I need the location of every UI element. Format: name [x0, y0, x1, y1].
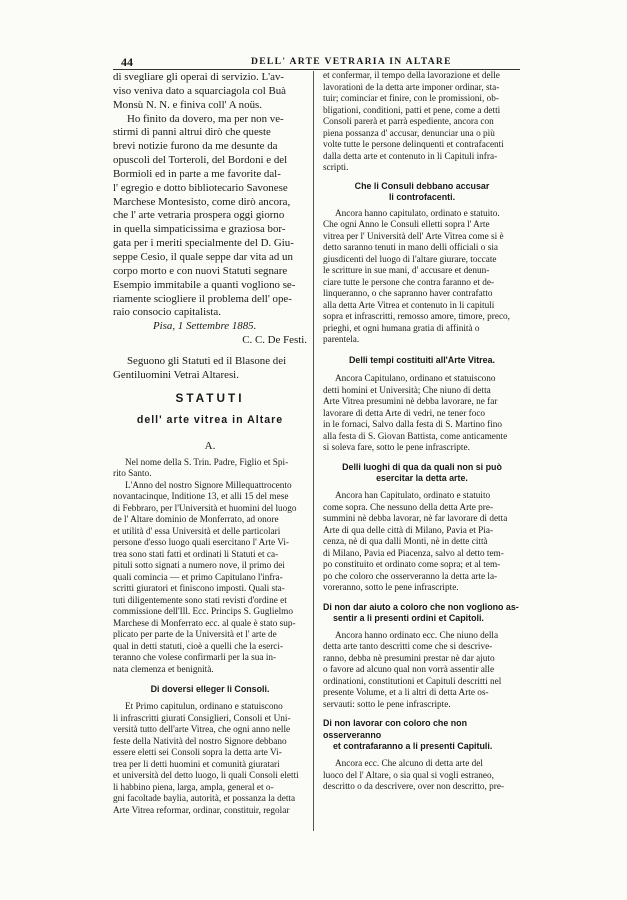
text-line: L'Anno del nostro Signore Millequattrocento [125, 480, 292, 491]
text-line: stirmi di panni altrui dirò che queste [113, 126, 271, 139]
text-line: et università del detto luogo, li quali Consoli eletti [113, 771, 299, 782]
section-heading [323, 181, 521, 203]
right-column [323, 71, 521, 794]
article-paragraph [323, 631, 521, 712]
text-line: riamente sciogliere il problema dell' ope- [113, 292, 292, 305]
text-line: Consoli parerà et parrà espediente, ancora con [323, 117, 494, 127]
text-line: tuir; cominciar et finire, con le promissioni, ob- [323, 94, 499, 104]
text-line: tuti diligentemente sono stati revisti d'ordine et [113, 595, 287, 606]
text-line: Ancora hanno ordinato ecc. Che niuno della [335, 630, 499, 641]
article-paragraph [323, 491, 521, 595]
page-header [121, 55, 452, 69]
text-line: volte tutte le persone delinquenti et contrafacenti [323, 140, 504, 150]
text-line: et utilità d' essa Università et delle particolari [113, 526, 281, 537]
text-line: trea sono stati fatti et ordinati li Statuti et ca- [113, 549, 279, 560]
page-number: 44 [121, 55, 133, 69]
text-line: Marchese di Monferrato ecc. al quale è stato sup- [113, 618, 296, 629]
text-line: lavorare di detta Arte di vedri, ne tener foco [323, 408, 486, 419]
text-line: piena possanza d' accusar, denunciar una o più [323, 128, 495, 139]
text-line: di Febbraro, per l'Università et huomini del luogo [113, 503, 297, 514]
section-heading: Delli tempi costituiti all'Arte Vitrea. [349, 354, 495, 365]
statuti-intro [113, 355, 307, 383]
text-line: novantacinque, Inditione 13, et alli 15 del mese [113, 492, 289, 503]
text-line: li habbino piena, larga, ampla, general et o- [113, 782, 274, 793]
text-line: ranno, debba nè presumini prestar nè dar ajuto [323, 653, 495, 664]
text-line: detti homini et Università; Che niuno di detta [323, 385, 491, 396]
section-heading: Di doversi elleger li Consoli. [150, 684, 270, 695]
text-line: si soleva fare, sotto le pene infrascripte. [323, 443, 470, 454]
place-date: Pisa, 1 Settembre 1885. [153, 320, 257, 333]
heading-line: Che li Consuli debbano accusar [354, 180, 490, 191]
invocation-paragraph [113, 458, 307, 481]
text-line: di Milano, Pavia ed Piacenza, salvo al detto tem- [323, 548, 504, 559]
text-line: seppe Cesio, il quale seppe dar vita ad un [113, 250, 293, 263]
article-paragraph [323, 374, 521, 455]
text-line: o favore ad alcuno qual non vorrà assentir alle [323, 665, 495, 676]
running-title: DELL' ARTE VETRARIA IN ALTARE [251, 56, 452, 67]
heading-line: esercitar la detta arte. [376, 472, 468, 483]
text-line: Bormioli ed in parte a me favorite dal- [113, 167, 281, 180]
text-line: feste della Natività del nostro Signore debbano [113, 736, 287, 747]
intro-paragraph [113, 71, 307, 113]
text-line: nata clemenza et benignità. [113, 664, 214, 675]
text-line: opuscoli del Torteroli, del Bordoni e del [113, 154, 288, 167]
text-line: qual in detti statuti, cioè a quelli che la eserci- [113, 641, 284, 652]
text-line: pituli sotto signati a numero nove, il primo dei [113, 561, 285, 572]
statuti-title: STATUTI [175, 390, 245, 405]
text-line: Arte Vitrea reformar, ordinar, constituir, regolar [113, 805, 290, 816]
text-line: parentela. [323, 335, 360, 346]
text-line: et confermar, il tempo della lavorazione et delle [323, 71, 500, 81]
text-line: Arte Vitrea presumini nè debba lavorare, ne far [323, 397, 498, 408]
section-heading [323, 602, 521, 624]
text-line: giusdicenti del luogo di l'altare giurare, toccate [323, 254, 497, 265]
text-line: trea per li detti huomini et comunità giuratari [113, 759, 280, 770]
text-line: luoco del l' Altare, o sia qual si vogli estraneo, [323, 770, 494, 781]
text-line: commissione dell'Ill. Ecc. Princips S. Guglielmo [113, 607, 293, 618]
text-line: Ho finito da dovero, ma per non ve- [127, 112, 284, 125]
text-line: lavorationi de la detta arte imponer ordinar, sta- [323, 82, 500, 93]
text-line: le scritture in sue mani, d' accusare et denun- [323, 266, 490, 277]
heading-line: sentir a li presenti ordini et Capitoli. [333, 612, 484, 623]
heading-line: li controfacenti. [388, 191, 456, 202]
text-line: Ancora hanno capitulato, ordinato e statuito. [335, 208, 500, 219]
text-line: Seguono gli Statuti ed il Blasone dei [127, 354, 287, 367]
text-line: l' egregio e dotto bibliotecario Savonese [113, 181, 288, 194]
text-line: dalla detta arte et contenuto in li Capituli infra- [323, 151, 498, 162]
text-line: che l' arte vetraria prospera oggi giorno [113, 209, 285, 222]
heading-line: et contrafaranno a li presenti Capituli. [333, 740, 493, 751]
header-rule [113, 69, 520, 70]
text-line: di svegliare gli operai di servizio. L'av- [113, 71, 285, 83]
text-line: come sopra. Che nessuno della detta Arte pre- [323, 502, 494, 513]
text-line: cenza, nè di qua dalli Monti, nè in dette città [323, 537, 488, 548]
text-line: in quella simpaticissima e graziosa bor- [113, 223, 286, 236]
column-divider [313, 71, 314, 831]
text-line: Che ogni Anno le Consuli elletti sopra l' Arte [323, 220, 490, 231]
text-line: rito Santo. [113, 469, 152, 480]
section-letter: A. [204, 439, 216, 452]
text-line: Nel nome della S. Trin. Padre, Figlio et Spi- [125, 457, 289, 468]
text-line: descritto o da descrivere, over non descritto, pre- [323, 782, 505, 793]
left-column [113, 71, 307, 817]
statuti-subtitle: dell' arte vitrea in Altare [136, 413, 284, 426]
text-line: Ancora ecc. Che alcuno di detta arte del [335, 759, 483, 770]
text-line: sopra et infrascritti, remosso amore, timore, preco, [323, 312, 510, 323]
text-line: po che coloro che osserveranno la detta arte la- [323, 571, 498, 582]
text-line: presente Volume, et a li altri di detta Arte os- [323, 688, 489, 699]
text-line: ciare tutte le persone che contra faranno et de- [323, 277, 495, 288]
text-line: de l' Altare dominio de Monferrato, ad onore [113, 515, 279, 526]
text-line: summini nè debba lavorar, nè far lavorare di detta [323, 514, 508, 525]
consoli-paragraph [113, 702, 307, 817]
heading-line: Di non lavorar con coloro che non osserveranno [323, 718, 467, 740]
continuation-paragraph [323, 71, 521, 175]
text-line: raio consocio capitalista. [113, 306, 221, 319]
text-line: Marchese Montesisto, come dirò ancora, [113, 195, 291, 208]
text-line: detto saranno tenuti in mano delli officiali o sia [323, 243, 499, 254]
text-line: scritti giuratori et finiscono imposti. Quali sta- [113, 584, 285, 595]
text-line: versità tutto dell'arte Vitrea, che ogni anno nelle [113, 725, 291, 736]
text-line: bligationi, conditioni, patti et pene, come a detti [323, 105, 501, 116]
section-heading [323, 718, 521, 752]
text-line: essere eletti sei Consoli sopra la detta arte Vi- [113, 748, 282, 759]
text-line: Ancora han Capitulato, ordinato e statuito [335, 491, 491, 502]
author-signature: C. C. De Festi. [242, 334, 307, 347]
closing-paragraph [113, 113, 307, 321]
text-line: gni facoltade baylia, autorità, et possanza la detta [113, 794, 296, 805]
text-line: Gentiluomini Vetrai Altaresi. [113, 368, 239, 381]
text-line: Monsù N. N. e finiva coll' A noüs. [113, 98, 262, 111]
text-line: Arte di qua delle città di Milano, Pavia et Pia- [323, 525, 494, 536]
text-line: servauti: sotto le pene infrascripte. [323, 699, 451, 710]
text-line: po constituito et ordinato come sopra; et al tem- [323, 560, 501, 571]
text-line: voreranno, sotto le pene infrascripte. [323, 583, 459, 594]
text-line: alla detta Arte Vitrea et contenuto in li capituli [323, 300, 495, 311]
text-line: in le fornaci, Salvo dalla festa di S. Martino fino [323, 420, 503, 431]
text-line: alla festa di S. Giovan Battista, come anticamente [323, 431, 508, 442]
text-line: viso veniva dato a squarciagola col Buà [113, 84, 286, 97]
text-line: li infrascritti giurati Consiglieri, Consoli et Uni- [113, 713, 291, 724]
text-line: Et Primo capitulun, ordinano e statuiscono [125, 702, 283, 713]
text-line: ordinationi, constitutioni et Capituli descritti nel [323, 676, 502, 687]
preamble-paragraph [113, 481, 307, 677]
article-paragraph [323, 759, 521, 794]
text-line: Esempio immitabile a quanti vogliono se- [113, 278, 296, 291]
text-line: linqueranno, o che sapranno haver contrafatto [323, 289, 493, 300]
text-line: teranno che volese confirmarli per la sua in- [113, 653, 277, 664]
text-line: Ancora Capitulano, ordinano et statuiscono [335, 374, 496, 385]
section-heading [323, 462, 521, 484]
text-line: quali comincia — et primo Capitulano l'infra- [113, 572, 283, 583]
text-line: detta arte tanto descritti come che si descrive- [323, 642, 493, 653]
text-line: brevi notizie furono da me desunte da [113, 140, 278, 153]
text-line: plicato per parte de la Università et l' arte de [113, 630, 277, 641]
article-paragraph [323, 209, 521, 347]
heading-line: Di non dar aiuto a coloro che non vogliono as- [323, 601, 519, 612]
text-line: prieghi, et ogni humana gratia di affinità o [323, 323, 480, 334]
text-line: corpo morto e con nuovi Statuti segnare [113, 264, 288, 277]
heading-line: Delli luoghi di qua da quali non si può [342, 461, 502, 472]
text-line: scripti. [323, 163, 349, 173]
text-line: persone d'esso luogo quali esercitano l' Arte Vi- [113, 538, 290, 549]
text-line: gata per i meriti specialmente del D. Giu- [113, 237, 294, 250]
text-line: vitrea per l' Università dell' Arte Vitrea come si è [323, 231, 504, 242]
